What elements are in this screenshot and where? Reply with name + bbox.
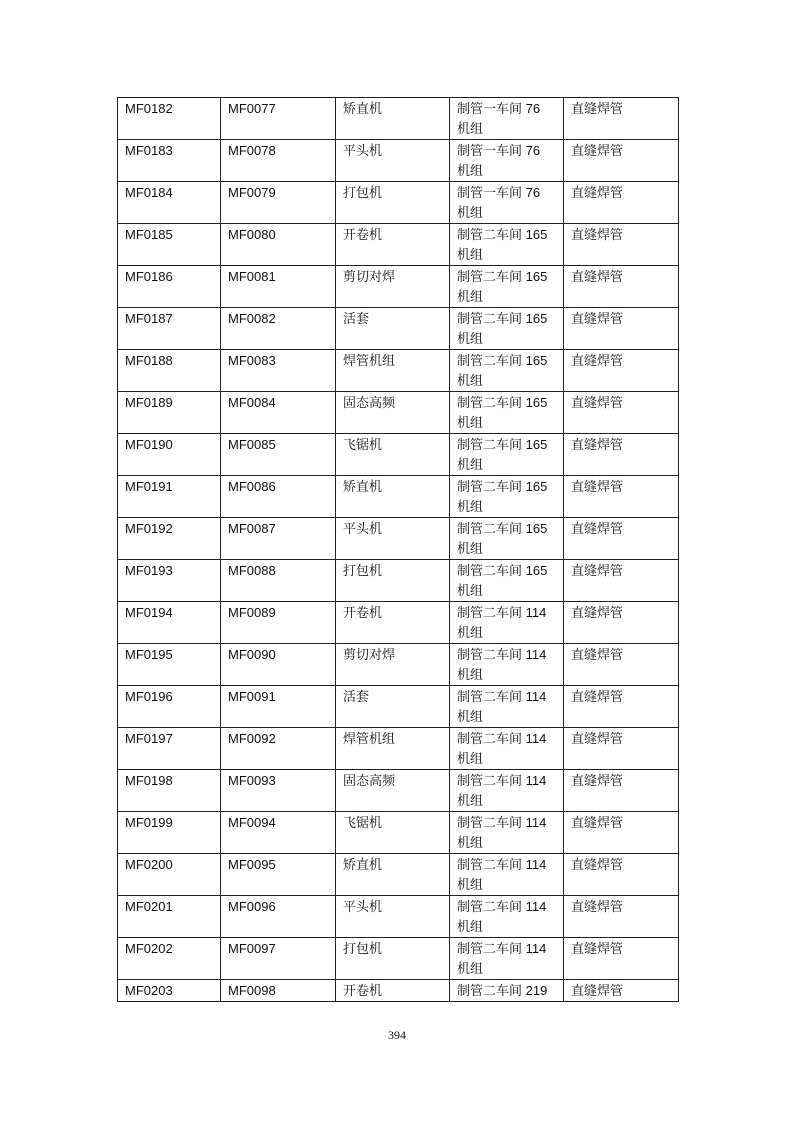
- cell-workshop: 制管二车间 114 机组: [450, 854, 564, 896]
- cell-workshop: 制管二车间 114 机组: [450, 602, 564, 644]
- cell-equipment-name: 剪切对焊: [336, 644, 450, 686]
- cell-equipment-code: MF0092: [221, 728, 336, 770]
- cell-workshop: 制管一车间 76 机组: [450, 182, 564, 224]
- cell-equipment-name: 固态高频: [336, 392, 450, 434]
- table-row: [118, 266, 679, 308]
- cell-equipment-code: MF0089: [221, 602, 336, 644]
- cell-workshop: 制管二车间 165 机组: [450, 308, 564, 350]
- cell-equipment-code: MF0085: [221, 434, 336, 476]
- cell-equipment-code: MF0082: [221, 308, 336, 350]
- cell-product: 直缝焊管: [564, 896, 679, 938]
- cell-workshop: 制管二车间 114 机组: [450, 770, 564, 812]
- cell-equipment-code: MF0093: [221, 770, 336, 812]
- cell-asset-code: MF0198: [118, 770, 221, 812]
- cell-workshop: 制管二车间 165 机组: [450, 350, 564, 392]
- table-body: [118, 98, 679, 1002]
- cell-product: 直缝焊管: [564, 98, 679, 140]
- cell-equipment-name: 活套: [336, 308, 450, 350]
- cell-workshop: 制管二车间 114 机组: [450, 644, 564, 686]
- cell-equipment-name: 矫直机: [336, 476, 450, 518]
- cell-asset-code: MF0193: [118, 560, 221, 602]
- cell-equipment-code: MF0095: [221, 854, 336, 896]
- cell-workshop: 制管一车间 76 机组: [450, 140, 564, 182]
- cell-workshop: 制管二车间 165 机组: [450, 224, 564, 266]
- table-row: [118, 896, 679, 938]
- cell-equipment-code: MF0079: [221, 182, 336, 224]
- cell-asset-code: MF0192: [118, 518, 221, 560]
- cell-workshop: 制管一车间 76 机组: [450, 98, 564, 140]
- cell-equipment-code: MF0080: [221, 224, 336, 266]
- cell-equipment-name: 焊管机组: [336, 350, 450, 392]
- table-row: [118, 518, 679, 560]
- cell-workshop: 制管二车间 114 机组: [450, 938, 564, 980]
- table-row: [118, 602, 679, 644]
- cell-product: 直缝焊管: [564, 980, 679, 1002]
- cell-workshop: 制管二车间 165 机组: [450, 266, 564, 308]
- cell-workshop: 制管二车间 165 机组: [450, 476, 564, 518]
- cell-asset-code: MF0197: [118, 728, 221, 770]
- cell-equipment-name: 飞锯机: [336, 812, 450, 854]
- cell-equipment-code: MF0091: [221, 686, 336, 728]
- cell-equipment-name: 开卷机: [336, 602, 450, 644]
- cell-product: 直缝焊管: [564, 266, 679, 308]
- cell-product: 直缝焊管: [564, 518, 679, 560]
- cell-product: 直缝焊管: [564, 224, 679, 266]
- cell-workshop: 制管二车间 165 机组: [450, 518, 564, 560]
- cell-asset-code: MF0200: [118, 854, 221, 896]
- cell-equipment-code: MF0087: [221, 518, 336, 560]
- cell-workshop: 制管二车间 219: [450, 980, 564, 1002]
- cell-equipment-name: 焊管机组: [336, 728, 450, 770]
- cell-asset-code: MF0186: [118, 266, 221, 308]
- cell-product: 直缝焊管: [564, 560, 679, 602]
- equipment-table: [117, 97, 679, 1002]
- table-row: [118, 434, 679, 476]
- page-number: 394: [388, 1028, 406, 1042]
- table-row: [118, 350, 679, 392]
- cell-asset-code: MF0202: [118, 938, 221, 980]
- cell-product: 直缝焊管: [564, 350, 679, 392]
- table-row: [118, 812, 679, 854]
- cell-equipment-name: 开卷机: [336, 224, 450, 266]
- cell-workshop: 制管二车间 114 机组: [450, 686, 564, 728]
- table-row: [118, 854, 679, 896]
- table-row: [118, 98, 679, 140]
- cell-equipment-code: MF0094: [221, 812, 336, 854]
- cell-asset-code: MF0194: [118, 602, 221, 644]
- cell-equipment-code: MF0081: [221, 266, 336, 308]
- cell-asset-code: MF0189: [118, 392, 221, 434]
- cell-asset-code: MF0203: [118, 980, 221, 1002]
- cell-equipment-name: 矫直机: [336, 854, 450, 896]
- cell-equipment-name: 矫直机: [336, 98, 450, 140]
- cell-equipment-name: 开卷机: [336, 980, 450, 1002]
- cell-equipment-code: MF0097: [221, 938, 336, 980]
- cell-equipment-code: MF0083: [221, 350, 336, 392]
- cell-asset-code: MF0187: [118, 308, 221, 350]
- cell-equipment-name: 平头机: [336, 896, 450, 938]
- cell-product: 直缝焊管: [564, 140, 679, 182]
- table-row: [118, 938, 679, 980]
- cell-asset-code: MF0183: [118, 140, 221, 182]
- cell-asset-code: MF0184: [118, 182, 221, 224]
- cell-equipment-name: 平头机: [336, 140, 450, 182]
- cell-asset-code: MF0191: [118, 476, 221, 518]
- cell-equipment-code: MF0078: [221, 140, 336, 182]
- table-row: [118, 644, 679, 686]
- table-row: [118, 140, 679, 182]
- table-row: [118, 182, 679, 224]
- cell-product: 直缝焊管: [564, 770, 679, 812]
- cell-asset-code: MF0199: [118, 812, 221, 854]
- cell-equipment-name: 飞锯机: [336, 434, 450, 476]
- cell-product: 直缝焊管: [564, 434, 679, 476]
- table-row: [118, 392, 679, 434]
- cell-workshop: 制管二车间 165 机组: [450, 560, 564, 602]
- cell-asset-code: MF0185: [118, 224, 221, 266]
- cell-equipment-code: MF0086: [221, 476, 336, 518]
- cell-product: 直缝焊管: [564, 644, 679, 686]
- cell-equipment-code: MF0096: [221, 896, 336, 938]
- cell-product: 直缝焊管: [564, 308, 679, 350]
- cell-equipment-name: 打包机: [336, 560, 450, 602]
- cell-product: 直缝焊管: [564, 602, 679, 644]
- cell-equipment-name: 剪切对焊: [336, 266, 450, 308]
- cell-equipment-code: MF0084: [221, 392, 336, 434]
- cell-equipment-name: 打包机: [336, 182, 450, 224]
- cell-equipment-code: MF0098: [221, 980, 336, 1002]
- table-row: [118, 728, 679, 770]
- cell-product: 直缝焊管: [564, 686, 679, 728]
- cell-product: 直缝焊管: [564, 392, 679, 434]
- cell-asset-code: MF0182: [118, 98, 221, 140]
- table-row: [118, 224, 679, 266]
- table-row: [118, 560, 679, 602]
- cell-product: 直缝焊管: [564, 812, 679, 854]
- cell-product: 直缝焊管: [564, 938, 679, 980]
- cell-workshop: 制管二车间 114 机组: [450, 728, 564, 770]
- cell-product: 直缝焊管: [564, 476, 679, 518]
- cell-equipment-code: MF0090: [221, 644, 336, 686]
- cell-workshop: 制管二车间 114 机组: [450, 896, 564, 938]
- cell-workshop: 制管二车间 165 机组: [450, 434, 564, 476]
- table-row: [118, 308, 679, 350]
- cell-equipment-name: 打包机: [336, 938, 450, 980]
- cell-asset-code: MF0190: [118, 434, 221, 476]
- cell-equipment-code: MF0088: [221, 560, 336, 602]
- cell-product: 直缝焊管: [564, 182, 679, 224]
- cell-asset-code: MF0196: [118, 686, 221, 728]
- cell-product: 直缝焊管: [564, 854, 679, 896]
- cell-equipment-code: MF0077: [221, 98, 336, 140]
- table-row: [118, 476, 679, 518]
- cell-asset-code: MF0188: [118, 350, 221, 392]
- cell-equipment-name: 平头机: [336, 518, 450, 560]
- cell-asset-code: MF0195: [118, 644, 221, 686]
- cell-product: 直缝焊管: [564, 728, 679, 770]
- table-row: [118, 686, 679, 728]
- table-row: [118, 770, 679, 812]
- cell-equipment-name: 固态高频: [336, 770, 450, 812]
- cell-equipment-name: 活套: [336, 686, 450, 728]
- cell-asset-code: MF0201: [118, 896, 221, 938]
- table-row: [118, 980, 679, 1002]
- cell-workshop: 制管二车间 165 机组: [450, 392, 564, 434]
- cell-workshop: 制管二车间 114 机组: [450, 812, 564, 854]
